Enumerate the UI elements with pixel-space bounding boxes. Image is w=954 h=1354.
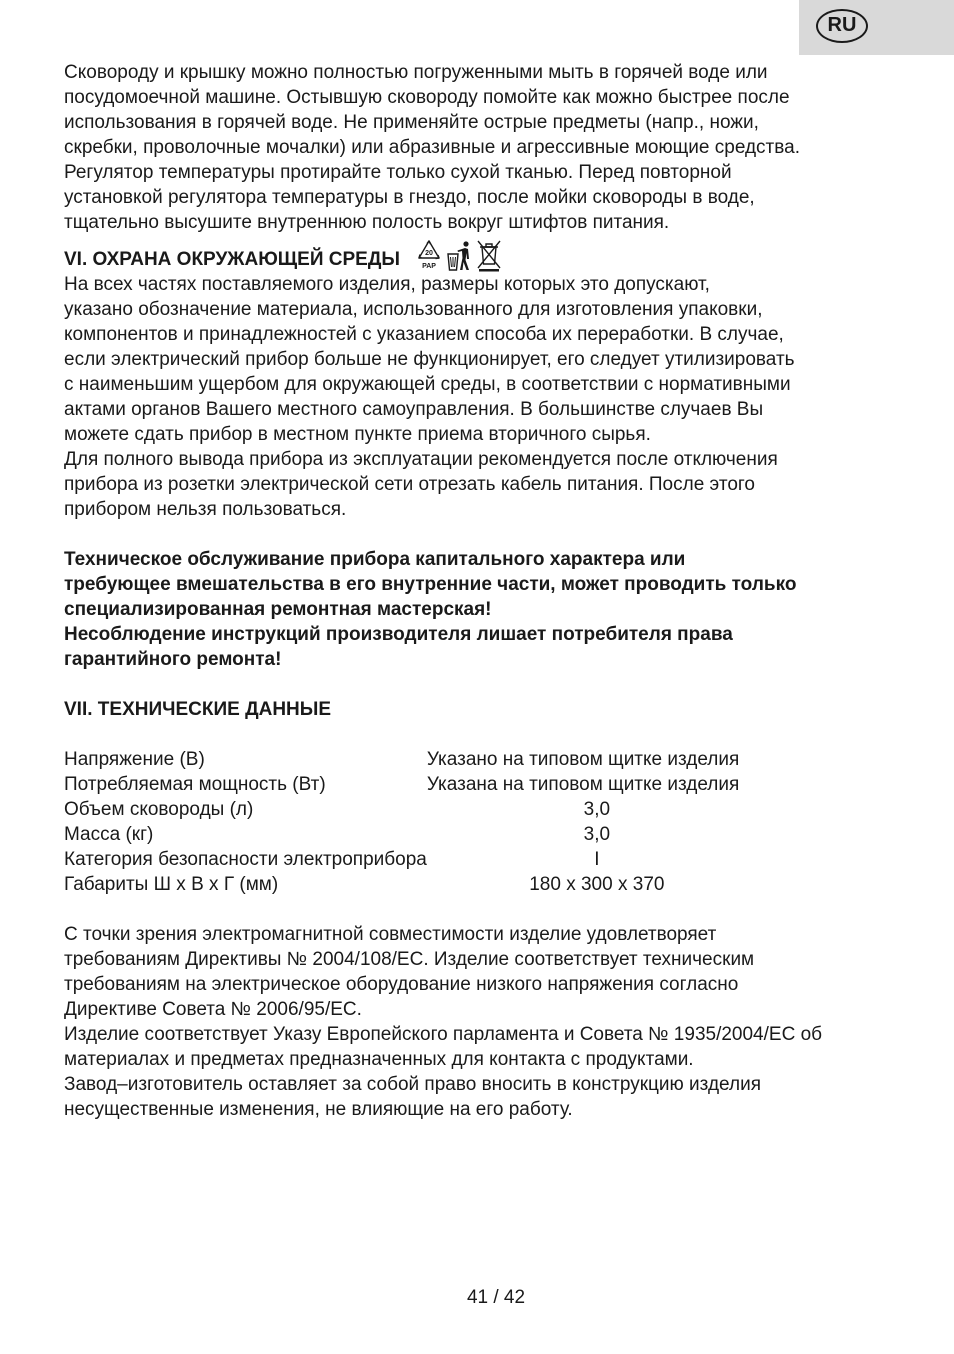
environment-paragraph [64, 272, 904, 522]
crossed-bin-icon [476, 238, 502, 272]
eco-icons [414, 235, 502, 272]
text-line: несущественные изменения, не влияющие на его работу. [64, 1099, 573, 1120]
spec-label: Объем сковороды (л) [64, 799, 254, 820]
spec-value: I [594, 849, 600, 870]
spec-row [64, 797, 767, 822]
text-line: с наименьшим ущербом для окружающей среды, в соответствии с нормативными [64, 374, 791, 395]
warning-line: гарантийного ремонта! [64, 649, 282, 670]
spec-value: Указано на типовом щитке изделия [426, 749, 740, 770]
spec-label: Категория безопасности электроприбора [64, 849, 427, 870]
spec-row [64, 822, 767, 847]
tidy-man-icon [447, 240, 473, 272]
spec-value: 180 х 300 х 370 [529, 874, 665, 895]
spec-row [64, 872, 767, 897]
spec-label: Масса (кг) [64, 824, 154, 845]
warning-line: требующее вмешательства в его внутренние части, может проводить только [64, 574, 797, 595]
text-line: требованиям на электрическое оборудование низкого напряжения согласно [64, 974, 739, 995]
language-tab [799, 0, 954, 55]
text-line: На всех частях поставляемого изделия, размеры которых это допускают, [64, 274, 710, 295]
text-line: Регулятор температуры протирайте только сухой тканью. Перед повторной [64, 162, 732, 183]
spacer [64, 722, 904, 747]
text-line: указано обозначение материала, использованного для изготовления упаковки, [64, 299, 763, 320]
text-line: прибора из розетки электрической сети отрезать кабель питания. После этого [64, 474, 755, 495]
text-line: Для полного вывода прибора из эксплуатации рекомендуется после отключения [64, 449, 778, 470]
warning-line: Техническое обслуживание прибора капитального характера или [64, 549, 686, 570]
language-badge: RU [816, 9, 868, 43]
text-line: Директиве Совета № 2006/95/ЕС. [64, 999, 362, 1020]
service-warning [64, 547, 904, 672]
spec-label: Габариты Ш х В х Г (мм) [64, 874, 279, 895]
spec-label: Потребляемая мощность (Вт) [64, 774, 326, 795]
recycle-number: 20 [425, 250, 433, 257]
text-line: если электрический прибор больше не функционирует, его следует утилизировать [64, 349, 795, 370]
spec-row [64, 747, 767, 772]
text-line: актами органов Вашего местного самоуправления. В большинстве случаев Вы [64, 399, 764, 420]
recycle-pap-icon [414, 238, 444, 272]
text-line: установкой регулятора температуры в гнездо, после мойки сковороды в воде, [64, 187, 755, 208]
cleaning-paragraph [64, 60, 904, 235]
text-line: тщательно высушите внутреннюю полость вокруг штифтов питания. [64, 212, 670, 233]
spec-table [64, 747, 767, 897]
warning-line: специализированная ремонтная мастерская! [64, 599, 492, 620]
spacer [64, 897, 904, 922]
spec-value: Указана на типовом щитке изделия [426, 774, 740, 795]
compliance-paragraph [64, 922, 904, 1122]
page-number: 41 / 42 [466, 1287, 526, 1308]
environment-heading-text: VI. ОХРАНА ОКРУЖАЮЩЕЙ СРЕДЫ [64, 249, 400, 270]
spacer [64, 522, 904, 547]
recycle-code: PAP [422, 263, 436, 270]
text-line: материалах и предметах предназначенных для контакта с продуктами. [64, 1049, 694, 1070]
text-line: Сковороду и крышку можно полностью погруженными мыть в горячей воде или [64, 62, 768, 83]
spec-row [64, 772, 767, 797]
text-line: использования в горячей воде. Не применяйте острые предметы (напр., ножи, [64, 112, 759, 133]
spec-row [64, 847, 767, 872]
text-line: посудомоечной машине. Остывшую сковороду помойте как можно быстрее после [64, 87, 790, 108]
text-line: скребки, проволочные мочалки) или абразивные и агрессивные моющие средства. [64, 137, 800, 158]
page-content [64, 60, 904, 1122]
spacer [64, 672, 904, 697]
text-line: Завод–изготовитель оставляет за собой право вносить в конструкцию изделия [64, 1074, 761, 1095]
text-line: можете сдать прибор в местном пункте приема вторичного сырья. [64, 424, 651, 445]
spec-value: 3,0 [583, 799, 611, 820]
environment-heading [64, 235, 904, 272]
text-line: компонентов и принадлежностей с указанием способа их переработки. В случае, [64, 324, 784, 345]
text-line: С точки зрения электромагнитной совместимости изделие удовлетворяет [64, 924, 717, 945]
spec-value: 3,0 [583, 824, 611, 845]
spec-label: Напряжение (В) [64, 749, 205, 770]
text-line: требованиям Директивы № 2004/108/ЕС. Изделие соответствует техническим [64, 949, 755, 970]
warning-line: Несоблюдение инструкций производителя лишает потребителя права [64, 624, 733, 645]
text-line: Изделие соответствует Указу Европейского парламента и Совета № 1935/2004/ЕС об [64, 1024, 823, 1045]
text-line: прибором нельзя пользоваться. [64, 499, 347, 520]
tech-heading: VII. ТЕХНИЧЕСКИЕ ДАННЫЕ [64, 699, 332, 720]
